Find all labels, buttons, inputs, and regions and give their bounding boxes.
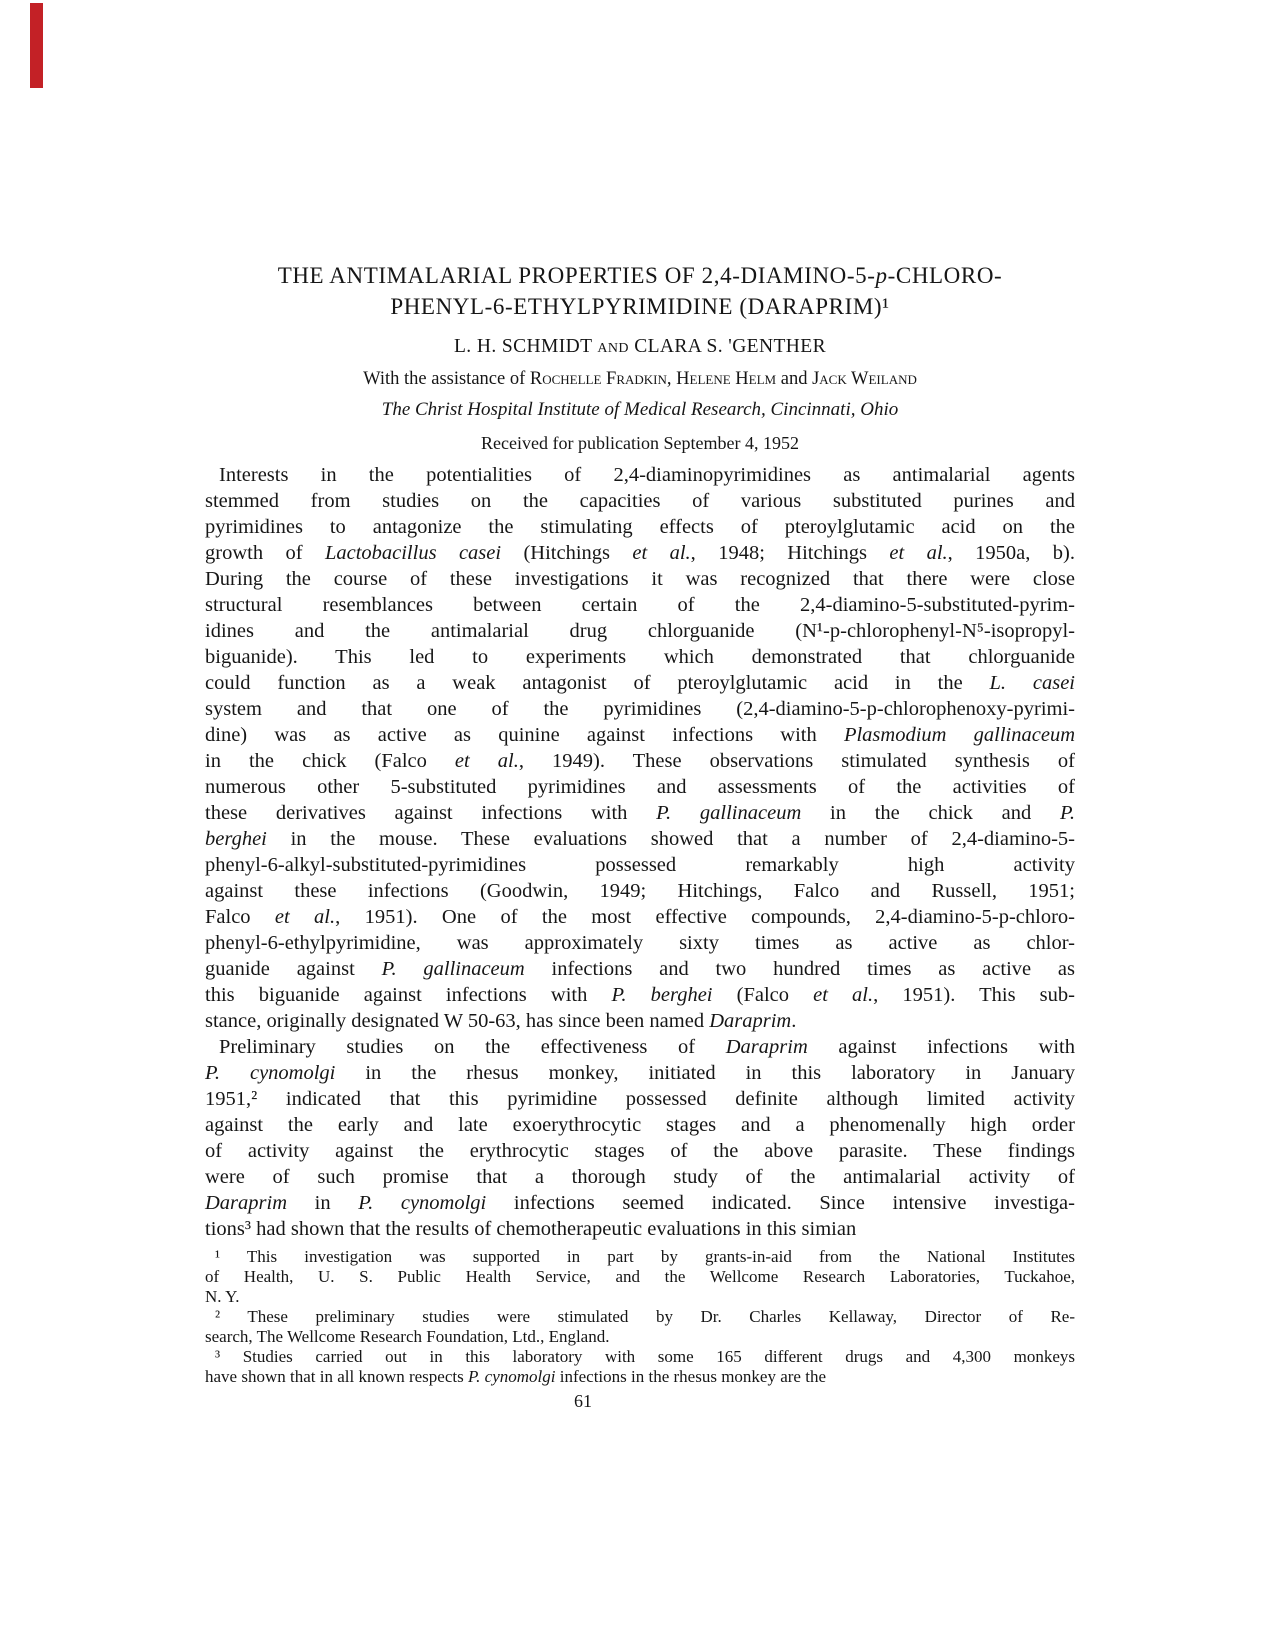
text-line: ³ Studies carried out in this laboratory with some 165 different drugs and 4,300 monkeys (215, 1347, 1075, 1366)
body-paragraph-1 (205, 462, 1075, 1034)
text-line: could function as a weak antagonist of pteroylglutamic acid in the L. casei (205, 672, 1075, 694)
text-line: this biguanide against infections with P. berghei (Falco et al., 1951). This sub- (205, 984, 1075, 1006)
text-line: numerous other 5-substituted pyrimidines and assessments of the activities of (205, 776, 1075, 798)
text-line: dine) was as active as quinine against infections with Plasmodium gallinaceum (205, 724, 1075, 746)
text-line: PHENYL-6-ETHYLPYRIMIDINE (DARAPRIM)¹ (390, 294, 890, 319)
text-line: Interests in the potentialities of 2,4-diaminopyrimidines as antimalarial agents (219, 464, 1075, 486)
text-line: idines and the antimalarial drug chlorguanide (N¹-p-chlorophenyl-N⁵-isopropyl- (205, 620, 1075, 642)
text-line: Falco et al., 1951). One of the most effective compounds, 2,4-diamino-5-p-chloro- (205, 906, 1075, 928)
text-line: Daraprim in P. cynomolgi infections seemed indicated. Since intensive investiga- (205, 1192, 1075, 1214)
text-line: search, The Wellcome Research Foundation, Ltd., England. (205, 1327, 610, 1346)
assistance-line: With the assistance of Rochelle Fradkin, Helene Helm and Jack Weiland (363, 369, 917, 389)
text-line: tions³ had shown that the results of chemotherapeutic evaluations in this simian (205, 1218, 857, 1240)
text-line: of Health, U. S. Public Health Service, and the Wellcome Research Laboratories, Tuckahoe, (205, 1267, 1075, 1286)
text-line: 1951,² indicated that this pyrimidine possessed definite although limited activity (205, 1088, 1075, 1110)
text-line: ² These preliminary studies were stimulated by Dr. Charles Kellaway, Director of Re- (215, 1307, 1075, 1326)
text-line: biguanide). This led to experiments which demonstrated that chlorguanide (205, 646, 1075, 668)
text-line: these derivatives against infections with P. gallinaceum in the chick and P. (205, 802, 1075, 824)
text-line: growth of Lactobacillus casei (Hitchings et al., 1948; Hitchings et al., 1950a, b). (205, 542, 1075, 564)
page-number: 61 (574, 1391, 592, 1411)
text-line: against the early and late exoerythrocytic stages and a phenomenally high order (205, 1114, 1075, 1136)
article (205, 260, 1075, 1412)
text-line: were of such promise that a thorough study of the antimalarial activity of (205, 1166, 1075, 1188)
text-line: in the chick (Falco et al., 1949). These observations stimulated synthesis of (205, 750, 1075, 772)
received-line: Received for publication September 4, 1952 (481, 433, 799, 453)
text-line: pyrimidines to antagonize the stimulating effects of pteroylglutamic acid on the (205, 516, 1075, 538)
text-line: against these infections (Goodwin, 1949; Hitchings, Falco and Russell, 1951; (205, 880, 1075, 902)
text-line: N. Y. (205, 1287, 240, 1306)
text-line: P. cynomolgi in the rhesus monkey, initiated in this laboratory in January (205, 1062, 1075, 1084)
text-line: system and that one of the pyrimidines (2,4-diamino-5-p-chlorophenoxy-pyrimi- (205, 698, 1075, 720)
footnote-3 (205, 1347, 1075, 1387)
text-line: have shown that in all known respects P. cynomolgi infections in the rhesus monkey are the (205, 1367, 826, 1386)
footnote-2 (205, 1307, 1075, 1347)
text-line: THE ANTIMALARIAL PROPERTIES OF 2,4-DIAMINO-5-p-CHLORO- (277, 263, 1003, 288)
body-paragraph-2 (205, 1034, 1075, 1242)
scan-artifact-red-mark (30, 3, 43, 88)
text-line: of activity against the erythrocytic stages of the above parasite. These findings (205, 1140, 1075, 1162)
affiliation-line: The Christ Hospital Institute of Medical Research, Cincinnati, Ohio (381, 399, 899, 420)
authors-line: L. H. SCHMIDT and CLARA S. 'GENTHER (454, 336, 826, 357)
text-line: guanide against P. gallinaceum infections and two hundred times as active as (205, 958, 1075, 980)
text-line: phenyl-6-ethylpyrimidine, was approximately sixty times as active as chlor- (205, 932, 1075, 954)
text-line: stance, originally designated W 50-63, has since been named Daraprim. (205, 1010, 797, 1032)
text-line: berghei in the mouse. These evaluations showed that a number of 2,4-diamino-5- (205, 828, 1075, 850)
text-line: During the course of these investigations it was recognized that there were close (205, 568, 1075, 590)
footnote-1 (205, 1247, 1075, 1307)
text-line: ¹ This investigation was supported in part by grants-in-aid from the National Institutes (215, 1247, 1075, 1266)
text-line: structural resemblances between certain of the 2,4-diamino-5-substituted-pyrim- (205, 594, 1075, 616)
text-line: stemmed from studies on the capacities of various substituted purines and (205, 490, 1075, 512)
footnotes (205, 1247, 1075, 1387)
text-line: Preliminary studies on the effectiveness of Daraprim against infections with (219, 1036, 1075, 1058)
text-line: phenyl-6-alkyl-substituted-pyrimidines possessed remarkably high activity (205, 854, 1075, 876)
article-title (205, 260, 1075, 322)
